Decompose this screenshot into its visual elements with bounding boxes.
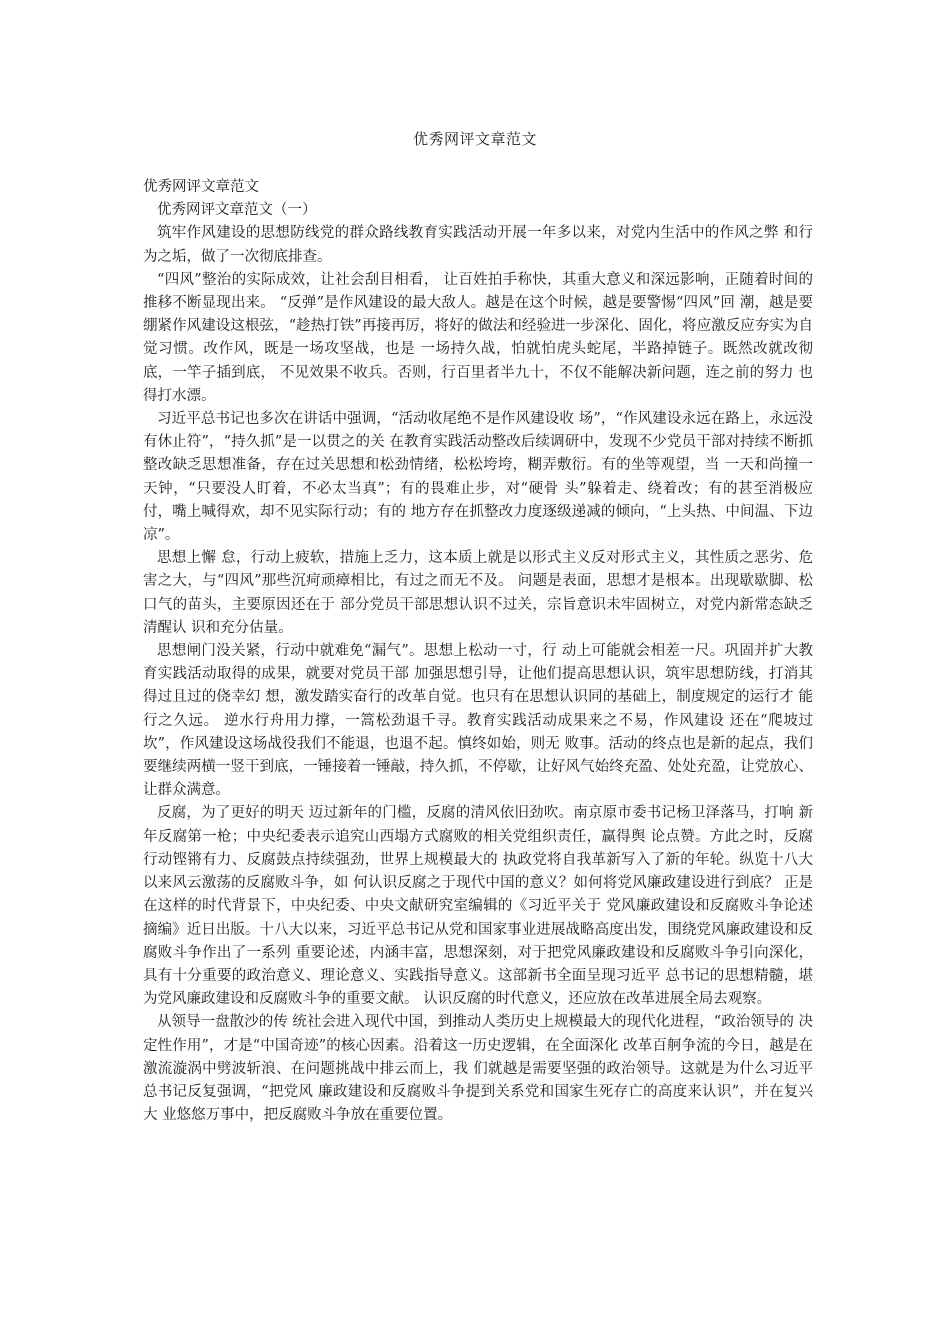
document-title: 优秀网评文章范文 (412, 130, 537, 148)
document-body (143, 176, 813, 1127)
paragraph: 思想闸门没关紧，行动中就难免“漏气”。思想上松动一寸，行 动上可能就会相差一尺。巩固并扩大教育实践活动取得的成果，就要对党员干部 加强思想引导，让他们提高思想认识，筑牢思想防线，打消其得过且过的侥幸幻 想，激发踏实奋行的改革自觉。也只有在思想认识同的基础上，制度规定的运行才 能行之久远。 逆水行舟用力撑，一篙松劲退千寻。教育实践活动成果来之不易，作风建设 还在“爬坡过坎”，作风建设这场战役我们不能退，也退不起。慎终如始，则无 败事。活动的终点也是新的起点，我们要继续两横一竖干到底，一锤接着一锤敲，持久抓，不停歇，让好风气始终充盈、处处充盈，让党放心、让群众满意。 (143, 643, 813, 799)
paragraph: 反腐，为了更好的明天 迈过新年的门槛，反腐的清风依旧劲吹。南京原市委书记杨卫泽落马，打响 新年反腐第一枪；中央纪委表示追究山西塌方式腐败的相关党组织责任，赢得舆 论点赞。方此之时，反腐行动铿锵有力、反腐鼓点持续强劲，世界上规模最大的 执政党将自我革新写入了新的年轮。纵览十八大以来风云激荡的反腐败斗争，如 何认识反腐之于现代中国的意义？如何将党风廉政建设进行到底？ 正是在这样的时代背景下，中央纪委、中央文献研究室编辑的《习近平关于 党风廉政建设和反腐败斗争论述摘编》近日出版。十八大以来，习近平总书记从党和国家事业进展战略高度出发，围绕党风廉政建设和反腐败斗争作出了一系列 重要论述，内涵丰富，思想深刻，对于把党风廉政建设和反腐败斗争引向深化， 具有十分重要的政治意义、理论意义、实践指导意义。这部新书全面呈现习近平 总书记的思想精髓，堪为党风廉政建设和反腐败斗争的重要文献。 认识反腐的时代意义，还应放在改革进展全局去观察。 (143, 805, 813, 1008)
paragraph: “四风”整治的实际成效，让社会刮目相看， 让百姓拍手称快，其重大意义和深远影响，正随着时间的推移不断显现出来。 “反弹”是作风建设的最大敌人。越是在这个时候，越是要警惕“四风”回 潮，越是要绷紧作风建设这根弦，“趁热打铁”再接再厉，将好的做法和经验进一步深化、固化，将应激反应夯实为自觉习惯。改作风，既是一场攻坚战，也是 一场持久战，怕就怕虎头蛇尾，半路掉链子。既然改就改彻底，一竿子插到底， 不见效果不收兵。否则，行百里者半九十，不仅不能解决新问题，连之前的努力 也得打水漂。 (143, 271, 813, 404)
paragraph: 习近平总书记也多次在讲话中强调，“活动收尾绝不是作风建设收 场”，“作风建设永远在路上，永远没有休止符”，“持久抓”是一以贯之的关 在教育实践活动整改后续调研中，发现不少党员干部对持续不断抓整改缺乏思想准备，存在过关思想和松劲情绪，松松垮垮，糊弄敷衍。有的坐等观望，当 一天和尚撞一天钟，“只要没人盯着，不必太当真”；有的畏难止步，对“硬骨 头”躲着走、绕着改；有的甚至消极应付，嘴上喊得欢，却不见实际行动；有的 地方存在抓整改力度逐级递减的倾向，“上头热、中间温、下边凉”。 (143, 411, 813, 544)
paragraph: 思想上懈 怠，行动上疲软，措施上乏力，这本质上就是以形式主义反对形式主义，其性质之恶劣、危害之大，与“四风”那些沉疴顽瘴相比，有过之而无不及。 问题是表面，思想才是根本。出现歇歇脚、松口气的苗头，主要原因还在于 部分党员干部思想认识不过关，宗旨意识未牢固树立，对党内新常态缺乏清醒认 识和充分估量。 (143, 550, 813, 636)
section-heading: 优秀网评文章范文 (143, 179, 259, 195)
article-heading: 优秀网评文章范文（一） (157, 202, 317, 219)
paragraph: 筑牢作风建设的思想防线党的群众路线教育实践活动开展一年多以来，对党内生活中的作风之弊 和行为之垢，做了一次彻底排查。 (143, 225, 813, 265)
paragraph: 从领导一盘散沙的传 统社会进入现代中国，到推动人类历史上规模最大的现代化进程，“政治领导的 决定性作用”，才是“中国奇迹”的核心因素。沿着这一历史逻辑，在全面深化 改革百舸争流的今日，越是在激流漩涡中劈波斩浪、在问题挑战中排云而上，我 们就越是需要坚强的政治领导。这就是为什么习近平总书记反复强调，“把党风 廉政建设和反腐败斗争提到关系党和国家生死存亡的高度来认识”，并在复兴大 业悠悠万事中，把反腐败斗争放在重要位置。 (143, 1014, 813, 1124)
